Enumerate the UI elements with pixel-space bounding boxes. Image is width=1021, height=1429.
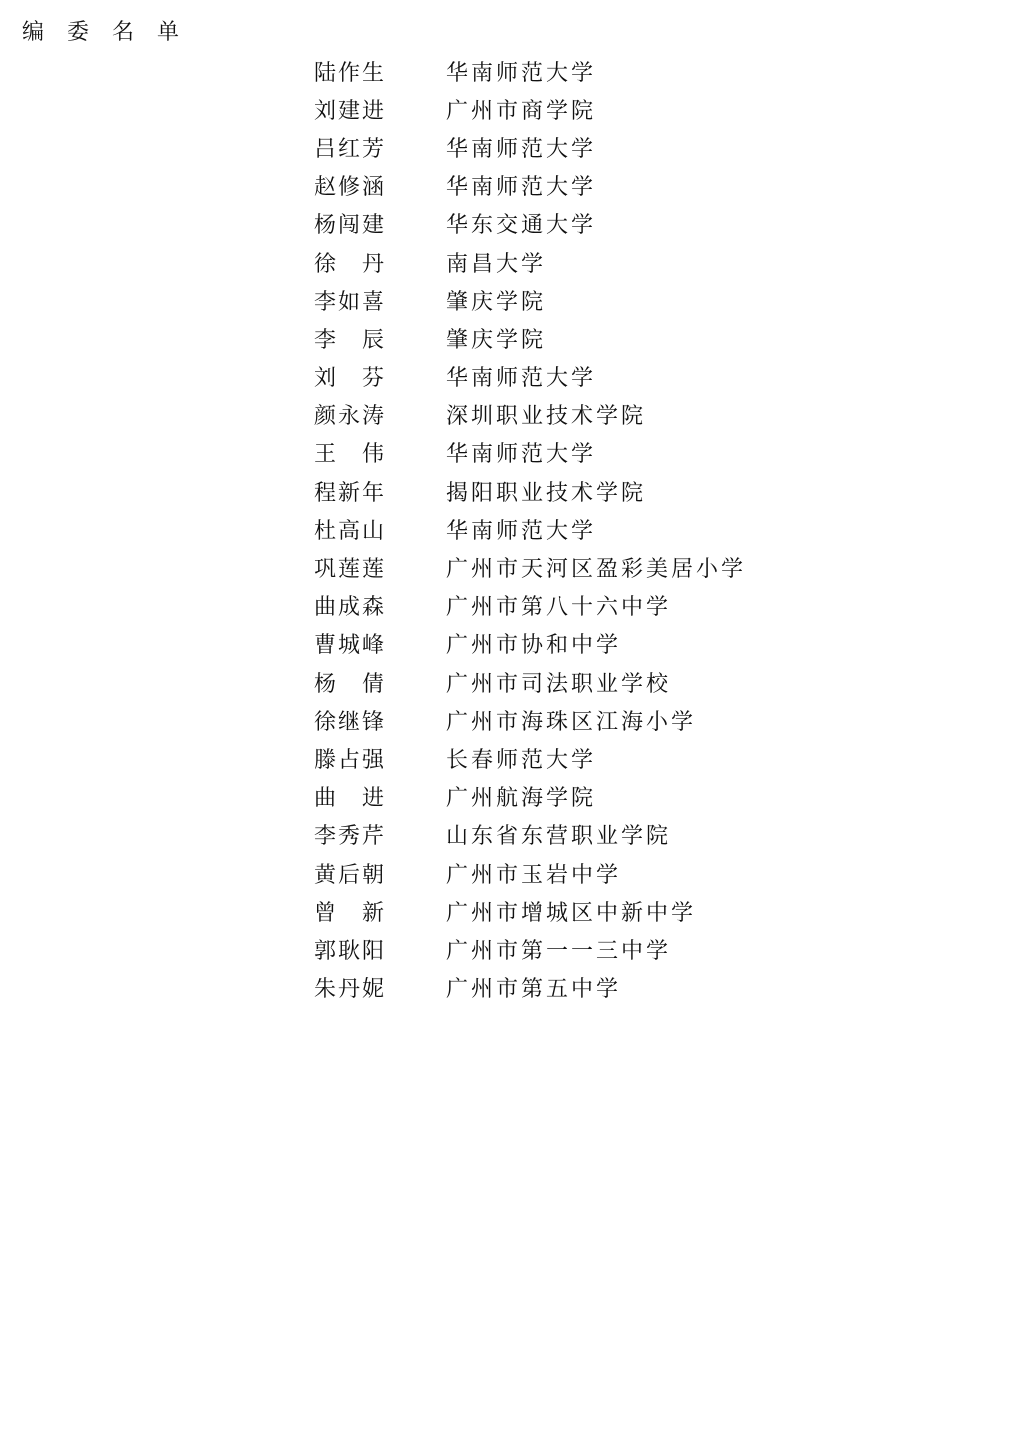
member-affiliation: 深圳职业技术学院 bbox=[446, 404, 647, 430]
list-item bbox=[314, 816, 954, 854]
member-name: 赵修涵 bbox=[314, 175, 387, 201]
member-name: 吕红芳 bbox=[314, 136, 387, 162]
member-name: 刘建进 bbox=[314, 98, 387, 124]
list-item bbox=[314, 969, 954, 1007]
list-item bbox=[314, 663, 954, 701]
list-item bbox=[314, 930, 954, 968]
list-item bbox=[314, 52, 954, 90]
member-affiliation: 广州市协和中学 bbox=[446, 633, 622, 659]
member-affiliation: 广州市第一一三中学 bbox=[446, 938, 672, 964]
member-affiliation: 南昌大学 bbox=[446, 251, 547, 277]
member-name: 程新年 bbox=[314, 480, 387, 506]
member-affiliation: 揭阳职业技术学院 bbox=[446, 480, 647, 506]
member-name: 黄后朝 bbox=[314, 862, 387, 888]
list-item bbox=[314, 510, 954, 548]
list-item bbox=[314, 90, 954, 128]
list-item bbox=[314, 205, 954, 243]
editorial-board-list bbox=[314, 52, 954, 1007]
list-item bbox=[314, 892, 954, 930]
member-affiliation: 华南师范大学 bbox=[446, 366, 597, 392]
member-affiliation: 广州市海珠区江海小学 bbox=[446, 709, 697, 735]
member-affiliation: 广州市第八十六中学 bbox=[446, 595, 672, 621]
member-name: 杜高山 bbox=[314, 518, 387, 544]
list-item bbox=[314, 548, 954, 586]
member-affiliation: 华东交通大学 bbox=[446, 213, 597, 239]
list-item bbox=[314, 625, 954, 663]
member-name: 李秀芹 bbox=[314, 824, 387, 850]
member-name: 朱丹妮 bbox=[314, 977, 387, 1003]
list-item bbox=[314, 358, 954, 396]
member-name: 刘 芬 bbox=[314, 366, 387, 392]
member-affiliation: 广州市司法职业学校 bbox=[446, 671, 672, 697]
member-name: 李如喜 bbox=[314, 289, 387, 315]
member-name: 徐 丹 bbox=[314, 251, 387, 277]
member-name: 王 伟 bbox=[314, 442, 387, 468]
member-affiliation: 肇庆学院 bbox=[446, 327, 547, 353]
member-affiliation: 华南师范大学 bbox=[446, 60, 597, 86]
list-item bbox=[314, 778, 954, 816]
member-name: 曹城峰 bbox=[314, 633, 387, 659]
member-name: 杨 倩 bbox=[314, 671, 387, 697]
member-name: 徐继锋 bbox=[314, 709, 387, 735]
list-item bbox=[314, 319, 954, 357]
member-affiliation: 长春师范大学 bbox=[446, 747, 597, 773]
list-item bbox=[314, 243, 954, 281]
list-item bbox=[314, 854, 954, 892]
member-name: 曾 新 bbox=[314, 900, 387, 926]
member-name: 郭耿阳 bbox=[314, 938, 387, 964]
list-item bbox=[314, 396, 954, 434]
member-name: 陆作生 bbox=[314, 60, 387, 86]
member-name: 巩莲莲 bbox=[314, 557, 387, 583]
list-item bbox=[314, 281, 954, 319]
list-item bbox=[314, 587, 954, 625]
member-name: 李 辰 bbox=[314, 327, 387, 353]
list-item bbox=[314, 167, 954, 205]
member-affiliation: 广州市商学院 bbox=[446, 98, 597, 124]
member-affiliation: 山东省东营职业学院 bbox=[446, 824, 672, 850]
member-name: 颜永涛 bbox=[314, 404, 387, 430]
page-title: 编 委 名 单 bbox=[22, 20, 187, 45]
member-affiliation: 肇庆学院 bbox=[446, 289, 547, 315]
member-affiliation: 华南师范大学 bbox=[446, 442, 597, 468]
list-item bbox=[314, 128, 954, 166]
member-affiliation: 广州市天河区盈彩美居小学 bbox=[446, 557, 747, 583]
list-item bbox=[314, 434, 954, 472]
member-affiliation: 华南师范大学 bbox=[446, 136, 597, 162]
list-item bbox=[314, 472, 954, 510]
list-item bbox=[314, 739, 954, 777]
member-name: 曲 进 bbox=[314, 786, 387, 812]
member-affiliation: 华南师范大学 bbox=[446, 175, 597, 201]
list-item bbox=[314, 701, 954, 739]
member-affiliation: 广州航海学院 bbox=[446, 786, 597, 812]
member-name: 杨闯建 bbox=[314, 213, 387, 239]
member-name: 滕占强 bbox=[314, 747, 387, 773]
member-affiliation: 广州市第五中学 bbox=[446, 977, 622, 1003]
member-affiliation: 华南师范大学 bbox=[446, 518, 597, 544]
member-affiliation: 广州市增城区中新中学 bbox=[446, 900, 697, 926]
member-affiliation: 广州市玉岩中学 bbox=[446, 862, 622, 888]
member-name: 曲成森 bbox=[314, 595, 387, 621]
